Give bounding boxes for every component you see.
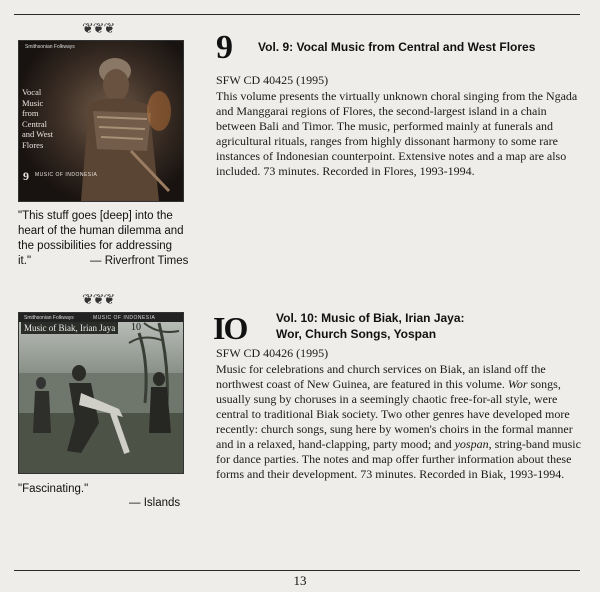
description-text: , string-band music for dance parties. The notes and map offer further information about these forms and their development. 73 minutes. Recorded in Biak, 1993-1994.: [216, 437, 581, 481]
cover-number: 10: [131, 322, 141, 333]
cover-photo-dancers: [19, 313, 183, 473]
cover-series: MUSIC OF INDONESIA: [93, 315, 156, 321]
cover-title-line: Flores: [22, 139, 44, 150]
description-italic-term: Wor: [507, 377, 528, 391]
cover-title-line: Central: [22, 118, 48, 129]
cover-title-line: from: [22, 108, 39, 118]
review-quote: "Fascinating.": [18, 483, 89, 495]
ornament-flourish: ❦❦❦: [82, 21, 115, 37]
cover-title-line: Vocal: [22, 87, 42, 97]
page-number: 13: [293, 573, 307, 588]
description: [216, 362, 584, 482]
cover-label: Smithsonian Folkways: [24, 315, 74, 321]
volume-number: 9: [216, 29, 233, 66]
description-text: Music for celebrations and church services on Biak, an island off the northwest coast of New Guinea, are featured in this volume.: [216, 362, 546, 391]
ornament-flourish: ❦❦❦: [82, 292, 115, 308]
album-cover-biak: [18, 312, 184, 474]
cover-title: Music of Biak, Irian Jaya: [21, 322, 118, 334]
catalog-number: SFW CD 40426 (1995): [216, 346, 329, 360]
volume-number: IO: [213, 310, 247, 346]
cover-label: Smithsonian Folkways: [25, 44, 75, 50]
cover-title-line: and West: [22, 129, 54, 139]
description: This volume presents the virtually unknown choral singing from the Ngada and Manggarai regions of Flores, the second-largest island in a chain between Bali and Timor. The music, performed mainly at funerals and agricultural rituals, ranges from highly dissonant harmony to some rare instances of Indonesian counterpoint. Extensive notes and a map are also included. 73 minutes. Recorded in Flores, 1993-1994.: [216, 89, 578, 178]
cover-number: 9: [23, 169, 29, 183]
volume-subtitle: Wor, Church Songs, Yospan: [276, 327, 437, 341]
catalog-number: SFW CD 40425 (1995): [216, 73, 329, 87]
top-rule: [14, 14, 580, 15]
volume-title: Vol. 10: Music of Biak, Irian Jaya:: [276, 311, 465, 325]
volume-title: Vol. 9: Vocal Music from Central and West Flores: [258, 40, 536, 54]
cover-series: MUSIC OF INDONESIA: [35, 172, 98, 178]
description-text: songs, usually sung by choruses in a seemingly chaotic free-for-all style, were central to traditional Biak society. Two other genres have developed more recently: church songs, sung here by women's choirs in the formal manner and in a relaxed, hand-clapping, party mood; and: [216, 377, 573, 451]
cover-title-block: [22, 87, 53, 150]
cover-title-line: Music: [22, 97, 44, 108]
album-cover-flores: [18, 40, 184, 202]
review-attribution: — Islands: [129, 497, 181, 509]
review-attribution: — Riverfront Times: [90, 255, 189, 267]
bottom-rule: [14, 570, 580, 571]
description-italic-term: yospan: [454, 437, 489, 451]
review-quote: "This stuff goes [deep] into the heart of the human dilemma and the possibilities for addressing it.": [18, 210, 184, 267]
